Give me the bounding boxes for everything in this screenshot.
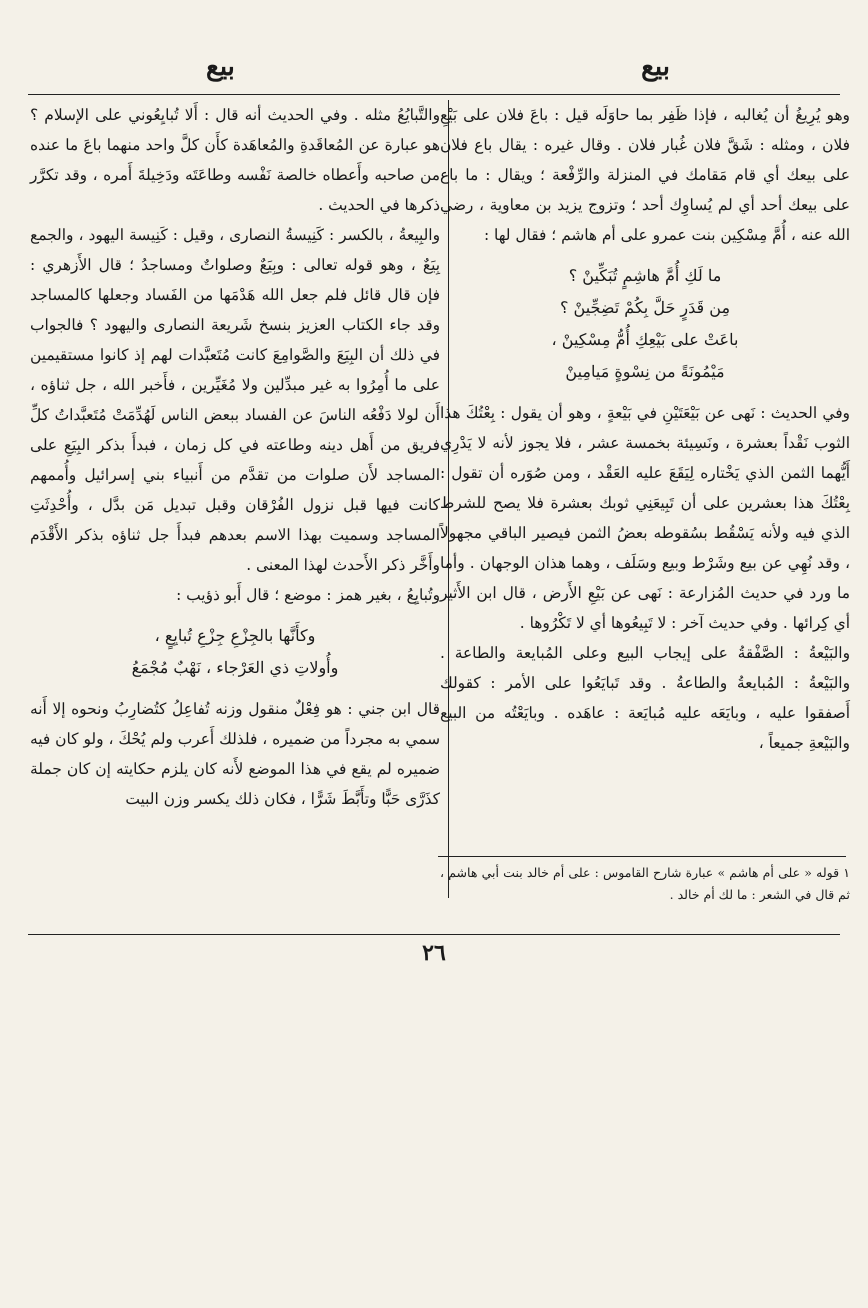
right-paragraph-2: وفي الحديث : نَهى عن بَيْعَتَيْنِ في بَيْعةٍ ، وهو أن يقول : بِعْتُكَ هذا الثوب نَقْداً بعشرة ، ونَسِيئة بخمسة عشر ، فلا يجوز لأنه لا يَدْرِي أَيُّهما الثمن الذي يَخْتاره لِيَقَعَ عليه العَقْد ، ومن صُوَره أن تقول : بِعْتُكَ هذا بعشرين على أن تَبِيعَنِي ثوبك بعشرة فلا يصح للشرط الذي فيه ولأنه يَسْقُط بسُقوطه بعضُ الثمن فيصير الباقي مجهولاً ، وقد نُهِي عن بيع وشَرْط وبيع وسَلَف ، وهما هذان الوجهان . وأما ما ورد في حديث المُزارعة : نَهى عن بَيْعِ الأَرض ، قال ابن الأَثير أي كِرائها . وفي حديث آخر : لا تَبِيعُوها أي لا تَكْرُوها . xyxy=(440,404,850,632)
verse-line: وأُولاتِ ذي العَرْجاء ، نَهْبٌ مُجْمَعُ xyxy=(131,658,339,677)
verse-line: باعَتْ على بَيْعِكِ أُمُّ مِسْكِينْ ، xyxy=(551,330,739,349)
top-rule xyxy=(28,94,840,95)
verse-line: وكأَنَّها بالجِزْعِ جِزْعِ تُبايِعٍ ، xyxy=(154,626,316,645)
right-column xyxy=(440,100,850,758)
left-column xyxy=(30,100,440,814)
verse-line: مِن قَدَرٍ حَلَّ بِكُمْ تَضِجِّينْ ؟ xyxy=(559,298,731,317)
bottom-rule xyxy=(28,934,840,935)
header-entry-right: بيع xyxy=(641,52,670,82)
verse-block-1 xyxy=(440,260,850,388)
page-number: ٢٦ xyxy=(422,940,446,966)
right-paragraph-1: وهو يُرِيغُ أن يُغالبه ، فإذا ظَفِر بما حاوَلَه قيل : باعَ فلان على بَيْعِ فلان ، ومثله : شَقَّ فلان غُبار فلان . وقال غيره : يقال باع فلان على بيعك أي قام مَقامك في المنزلة والرِّفْعة ؛ ويقال : ما باع على بيعك أحد أي لم يُساوِك أحد ؛ وتزوج يزيد بن معاوية ، رضي الله عنه ، أُمَّ مِسْكِين بنت عمرو على أم هاشم ؛ فقال لها : xyxy=(440,106,850,244)
header-entry-left: بيع xyxy=(206,52,235,82)
left-paragraph-1: والتَّبايُعُ مثله . وفي الحديث أنه قال : أَلا تُبايِعُوني على الإسلام ؟ هو عبارة عن المُعاقَدةِ والمُعاهَدة كأَن كلَّ واحد منهما باعَ ما عنده من صاحبه وأَعطاه خالصة نَفْسه وطاعَتَه ودَخِيلةَ أَمره ، وقد تكرَّر ذكرها في الحديث . xyxy=(30,106,440,214)
right-paragraph-3: والبَيْعةُ : الصَّفْقةُ على إيجاب البيع وعلى المُبايعة والطاعة . والبَيْعةُ : المُبايعةُ والطاعةُ . وقد تَبايَعُوا على الأمر : كقولك أَصفقوا عليه ، وبايَعَه عليه مُبايَعة : عاهَده . وبايَعْتُه من البيع والبَيْعةِ جميعاً ، xyxy=(440,644,850,752)
verse-block-2 xyxy=(30,620,440,684)
left-paragraph-4: قال ابن جني : هو فِعْلٌ منقول وزنه تُفاعِلُ كتُضارِبُ ونحوه إلا أَنه سمي به مجرداً من ضميره ، فلذلك أَعرب ولم يُحْكَ ، ولو كان فيه ضميره لم يقع في هذا الموضع لأَنه كان يلزم حكايته إن كان جملة كذَرَّى حَبًّا وتأَبَّطَ شَرًّا ، فكان ذلك يكسر وزن البيت xyxy=(30,700,440,808)
footnote-rule xyxy=(438,856,846,857)
verse-line: مَيْمُونَةً من نِسْوةٍ مَيامِينْ xyxy=(565,362,725,381)
footnote: ١ قوله « على أم هاشم » عبارة شارح القاموس : على أم خالد بنت أبي هاشم ، ثم قال في الشعر : ما لك أم خالد . xyxy=(440,865,850,902)
left-paragraph-2: والبِيعةُ ، بالكسر : كَنِيسةُ النصارى ، وقيل : كَنِيسة اليهود ، والجمع بِيَعٌ ، وهو قوله تعالى : وبِيَعٌ وصلواتٌ ومساجدُ ؛ قال الأَزهري : فإن قال قائل فلم جعل الله هَدْمَها من الفَساد وجعلها كالمساجد وقد جاء الكتاب العزيز بنسخ شَريعة النصارى واليهود ؟ فالجواب في ذلك أن البِيَعَ والصَّوامِعَ كانت مُتَعبَّدات لهم إذ كانوا مستقيمين على ما أُمِرُوا به غير مبدِّلين ولا مُغَيِّرين ، فأَخبر الله ، جل ثناؤه ، أَن لولا دَفْعُه الناسَ عن الفساد ببعض الناس لَهُدِّمَتْ مُتَعبَّداتُ كلِّ فريق من أَهل دينه وطاعته في كل زمان ، فبدأَ بذكر البِيَعِ على المساجد لأَن صلوات من تقدَّم من أَنبياء بني إسرائيل وأُممهم كانت فيها قبل نزول الفُرْقان وقبل تبديل مَن بدَّل ، وأُحْدِثَتِ المساجد وسميت بهذا الاسم بعدهم فبدأَ جل ثناؤه بذكر الأَقْدَم وأَخَّر ذكر الأَحدث لهذا المعنى . xyxy=(30,226,440,574)
left-paragraph-3: وتُبايِعُ ، بغير همز : موضع ؛ قال أَبو ذؤيب : xyxy=(176,586,440,604)
verse-line: ما لَكِ أُمَّ هاشِمٍ تُبَكِّينْ ؟ xyxy=(568,266,722,285)
